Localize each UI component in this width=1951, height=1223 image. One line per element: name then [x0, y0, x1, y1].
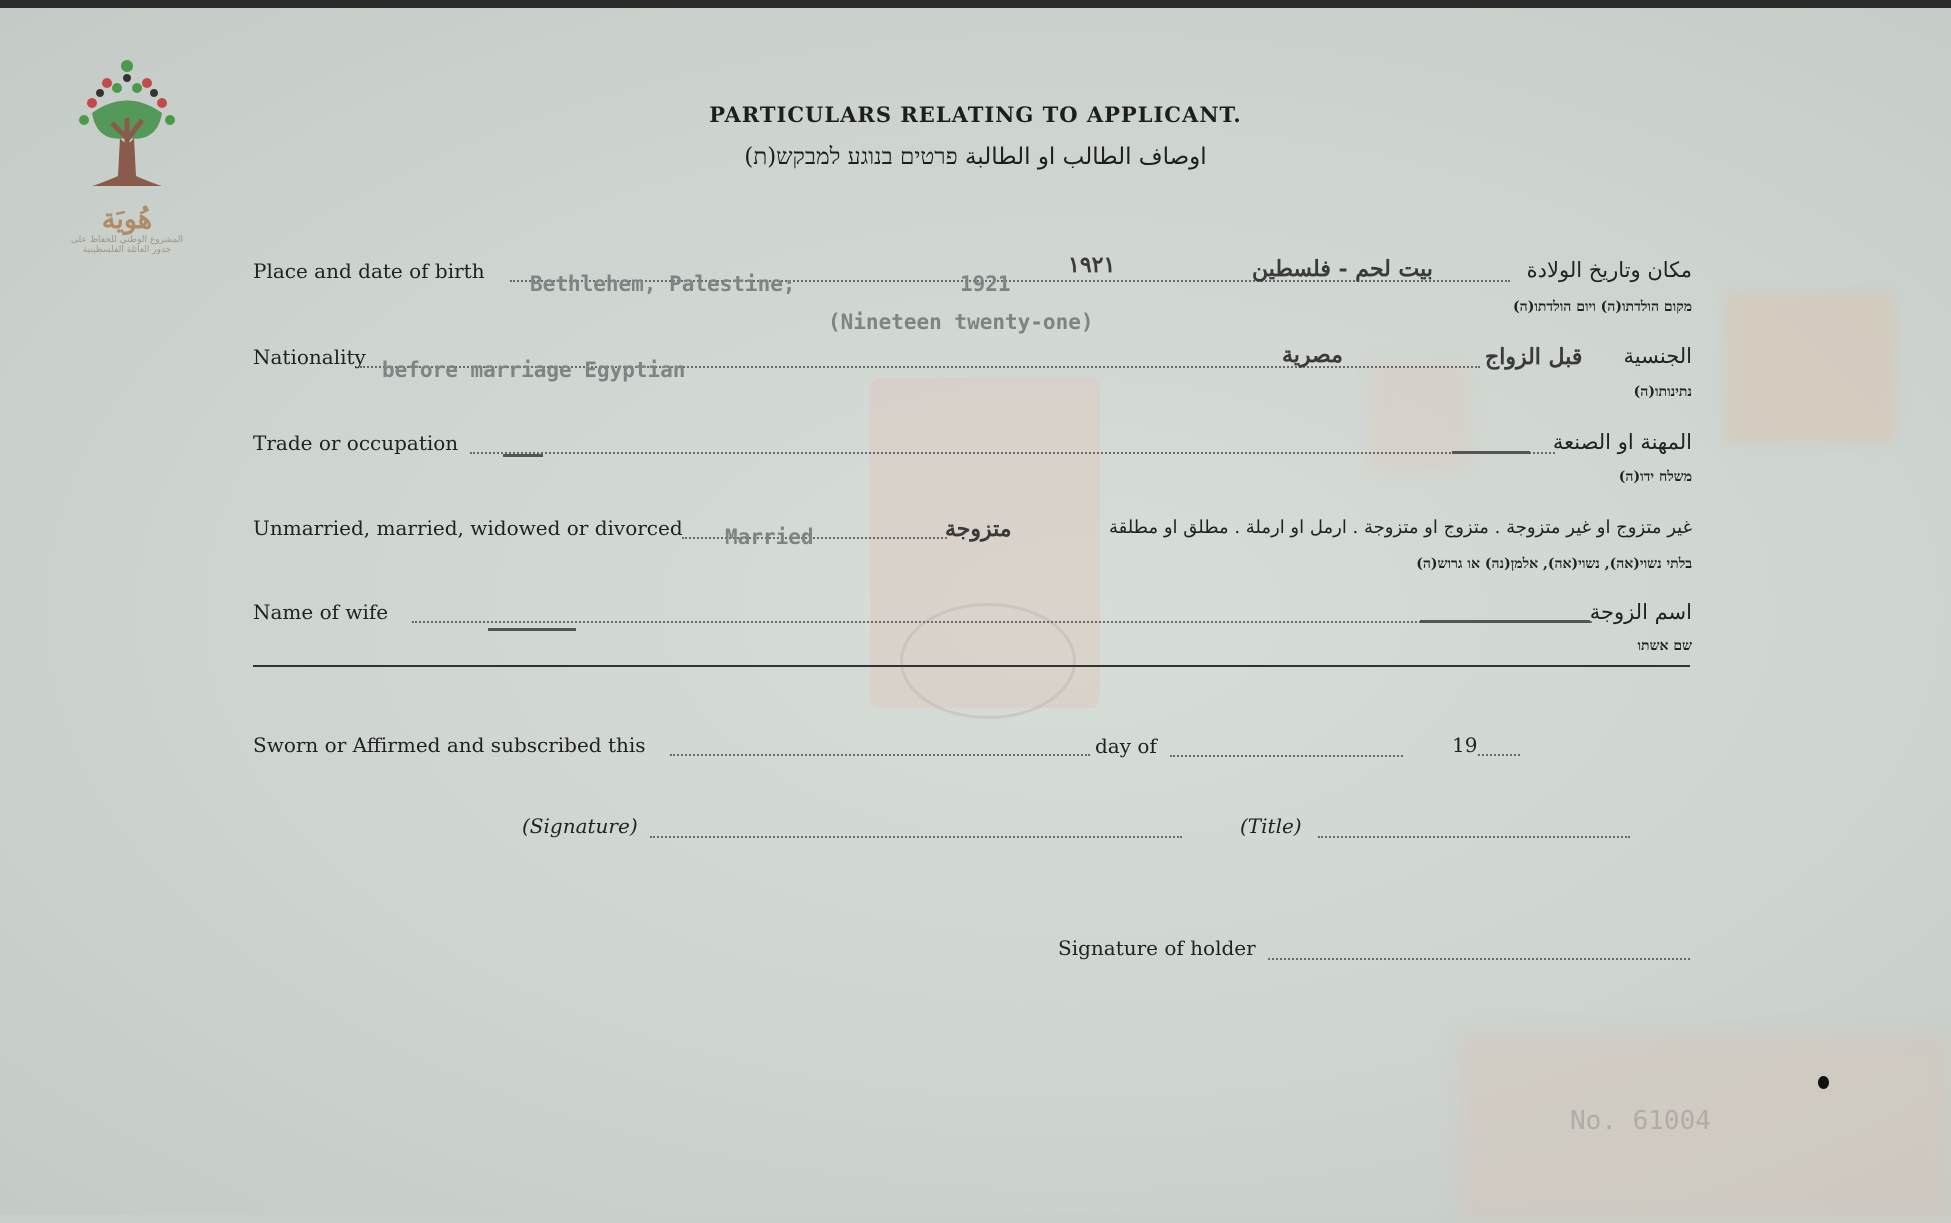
occupation-label: Trade or occupation	[253, 431, 459, 455]
blank-dash	[1452, 451, 1530, 454]
typed-birth-year-words: (Nineteen twenty-one)	[828, 310, 1094, 334]
occupation-label-he: משלח ידו(ה)	[1618, 469, 1692, 485]
wife-name-label-ar: اسم الزوجة	[1589, 600, 1692, 624]
typed-birth-place: Bethlehem, Palestine;	[530, 272, 796, 296]
nationality-label-ar: الجنسية	[1623, 344, 1692, 368]
title-label: (Title)	[1240, 814, 1302, 838]
hand-birth-year: ١٩٢١	[1068, 252, 1116, 278]
form-title: PARTICULARS RELATING TO APPLICANT.	[709, 102, 1242, 127]
hand-before-marriage: قبل الزواج	[1485, 344, 1583, 370]
year-prefix: 19	[1452, 733, 1478, 757]
hand-nationality-value: مصرية	[1282, 342, 1343, 368]
birth-label-ar: مكان وتاريخ الولادة	[1526, 258, 1692, 282]
typed-nationality: before marriage Egyptian	[382, 358, 686, 382]
blank-dash	[1420, 620, 1590, 623]
dotted-line	[1170, 755, 1403, 757]
dotted-line	[470, 452, 1555, 454]
dotted-line	[682, 537, 947, 539]
signature-line	[650, 836, 1182, 838]
marital-status-label-he: בלתי נשוי(אה), נשוי(אה), אלמן(נה) או גרוש(ה)	[1416, 556, 1692, 572]
marital-status-label-ar: غير متزوج او غير متزوجة . متزوج او متزوجة . ارمل او ارملة . مطلق او مطلقة	[1108, 517, 1692, 538]
logo-tagline: جذور العائلة الفلسطينية	[82, 245, 172, 255]
signature-label: (Signature)	[522, 814, 638, 838]
ink-mark	[1818, 1076, 1829, 1089]
marital-status-label: Unmarried, married, widowed or divorced	[253, 516, 683, 540]
typed-marital-status: Married	[725, 525, 814, 549]
holder-signature-line	[1268, 958, 1690, 960]
serial-number: No. 61004	[1570, 1106, 1711, 1136]
blank-dash	[503, 454, 543, 457]
birth-label: Place and date of birth	[253, 259, 485, 283]
day-of-label: day of	[1095, 734, 1157, 758]
logo-tagline: المشروع الوطني للحفاظ على	[70, 235, 183, 245]
paper-stain	[1370, 363, 1470, 473]
section-divider	[253, 665, 1690, 667]
logo-name: هُويَة	[101, 204, 153, 235]
birth-label-he: מקום הולדתו(ה) ויום הולדתו(ה)	[1513, 299, 1692, 315]
holder-signature-label: Signature of holder	[1058, 936, 1256, 960]
title-line	[1318, 836, 1630, 838]
dotted-line	[1478, 754, 1520, 756]
blank-dash	[488, 628, 576, 631]
wife-name-label: Name of wife	[253, 600, 389, 624]
hand-marital-status: متزوجة	[945, 516, 1012, 542]
occupation-label-ar: المهنة او الصنعة	[1552, 430, 1692, 454]
family-tree-icon	[62, 58, 192, 198]
sworn-label: Sworn or Affirmed and subscribed this	[253, 733, 646, 757]
dotted-line	[412, 621, 1592, 623]
typed-birth-year: 1921	[960, 272, 1011, 296]
nationality-label-he: נתינותו(ה)	[1633, 384, 1692, 400]
wife-name-label-he: שם אשתו	[1637, 638, 1692, 654]
nationality-label: Nationality	[253, 345, 366, 369]
form-title-ar-he: اوصاف الطالب او الطالبة פרטים בנוגע למבקש(ת)	[744, 144, 1207, 170]
dotted-line	[670, 754, 1090, 756]
hand-birth-place: بيت لحم - فلسطين	[1252, 256, 1433, 282]
paper-stain	[1725, 293, 1895, 443]
